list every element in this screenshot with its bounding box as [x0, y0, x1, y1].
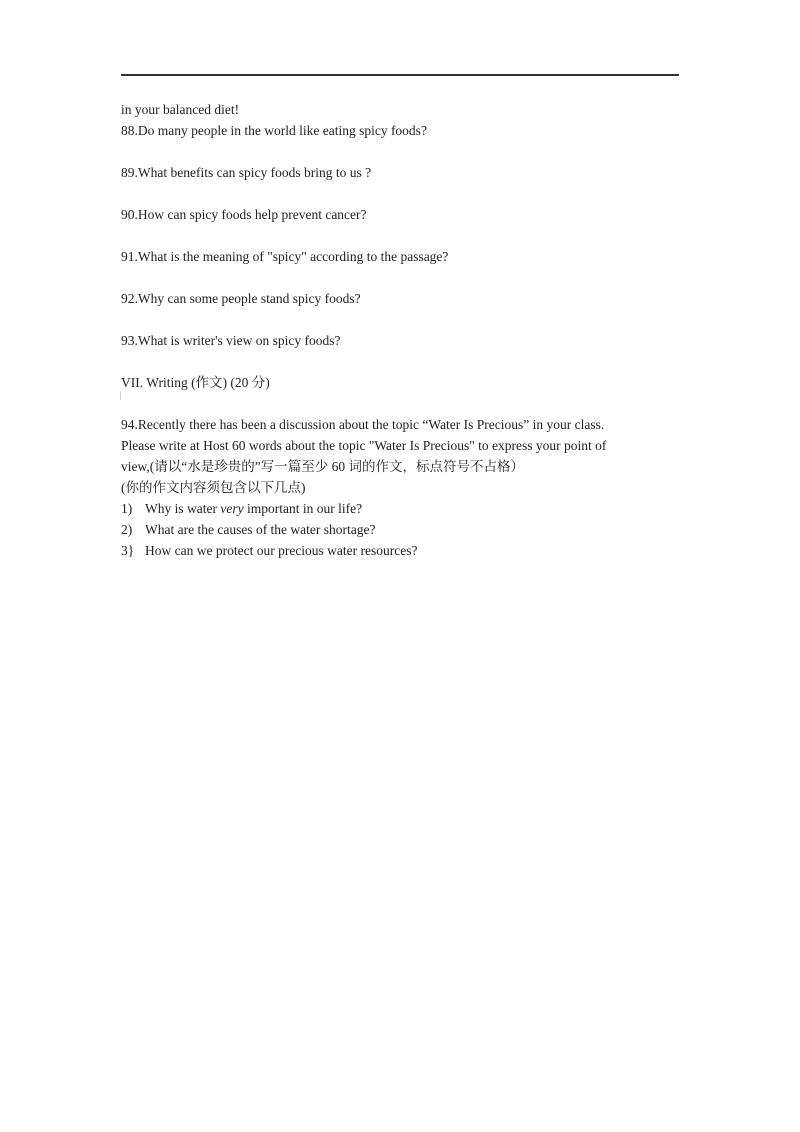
- writing-point-2: [121, 519, 681, 540]
- margin-mark: [120, 391, 124, 400]
- question-92: 92.Why can some people stand spicy foods?: [121, 291, 361, 306]
- question-88: 88.Do many people in the world like eating spicy foods?: [121, 123, 427, 138]
- point-text: Why is water: [145, 501, 221, 516]
- point-text: What are the causes of the water shortage?: [145, 522, 376, 537]
- writing-point-1: [121, 498, 681, 519]
- answer-space: [121, 141, 681, 162]
- answer-space: [121, 267, 681, 288]
- answer-space: [121, 309, 681, 330]
- writing-section-title: VII. Writing (作文) (20 分): [121, 375, 270, 390]
- question-93: 93.What is writer's view on spicy foods?: [121, 333, 341, 348]
- continued-text: in your balanced diet!: [121, 102, 240, 117]
- writing-prompt-line-1: 94.Recently there has been a discussion about the topic “Water Is Precious” in your class.: [121, 417, 605, 432]
- answer-space: [121, 351, 681, 372]
- question-91: 91.What is the meaning of "spicy" according to the passage?: [121, 249, 449, 264]
- writing-point-3: [121, 540, 681, 561]
- point-emphasis: very: [220, 501, 244, 516]
- question-89: 89.What benefits can spicy foods bring to us ?: [121, 165, 372, 180]
- section-gap: [121, 393, 681, 414]
- document-body: [121, 99, 681, 561]
- point-number: 1): [121, 501, 133, 516]
- point-text: How can we protect our precious water resources?: [145, 543, 418, 558]
- answer-space: [121, 183, 681, 204]
- question-90: 90.How can spicy foods help prevent cancer?: [121, 207, 367, 222]
- writing-prompt-line-4: (你的作文内容须包含以下几点): [121, 480, 306, 495]
- point-text-end: important in our life?: [243, 501, 363, 516]
- point-number: 3}: [121, 543, 135, 558]
- writing-prompt-line-3: view,(请以“水是珍贵的”写一篇至少 60 词的作文，标点符号不占格）: [121, 459, 524, 474]
- point-number: 2): [121, 522, 133, 537]
- writing-prompt-line-2: Please write at Host 60 words about the topic "Water Is Precious" to express your point of: [121, 438, 607, 453]
- header-rule: [121, 74, 679, 76]
- answer-space: [121, 225, 681, 246]
